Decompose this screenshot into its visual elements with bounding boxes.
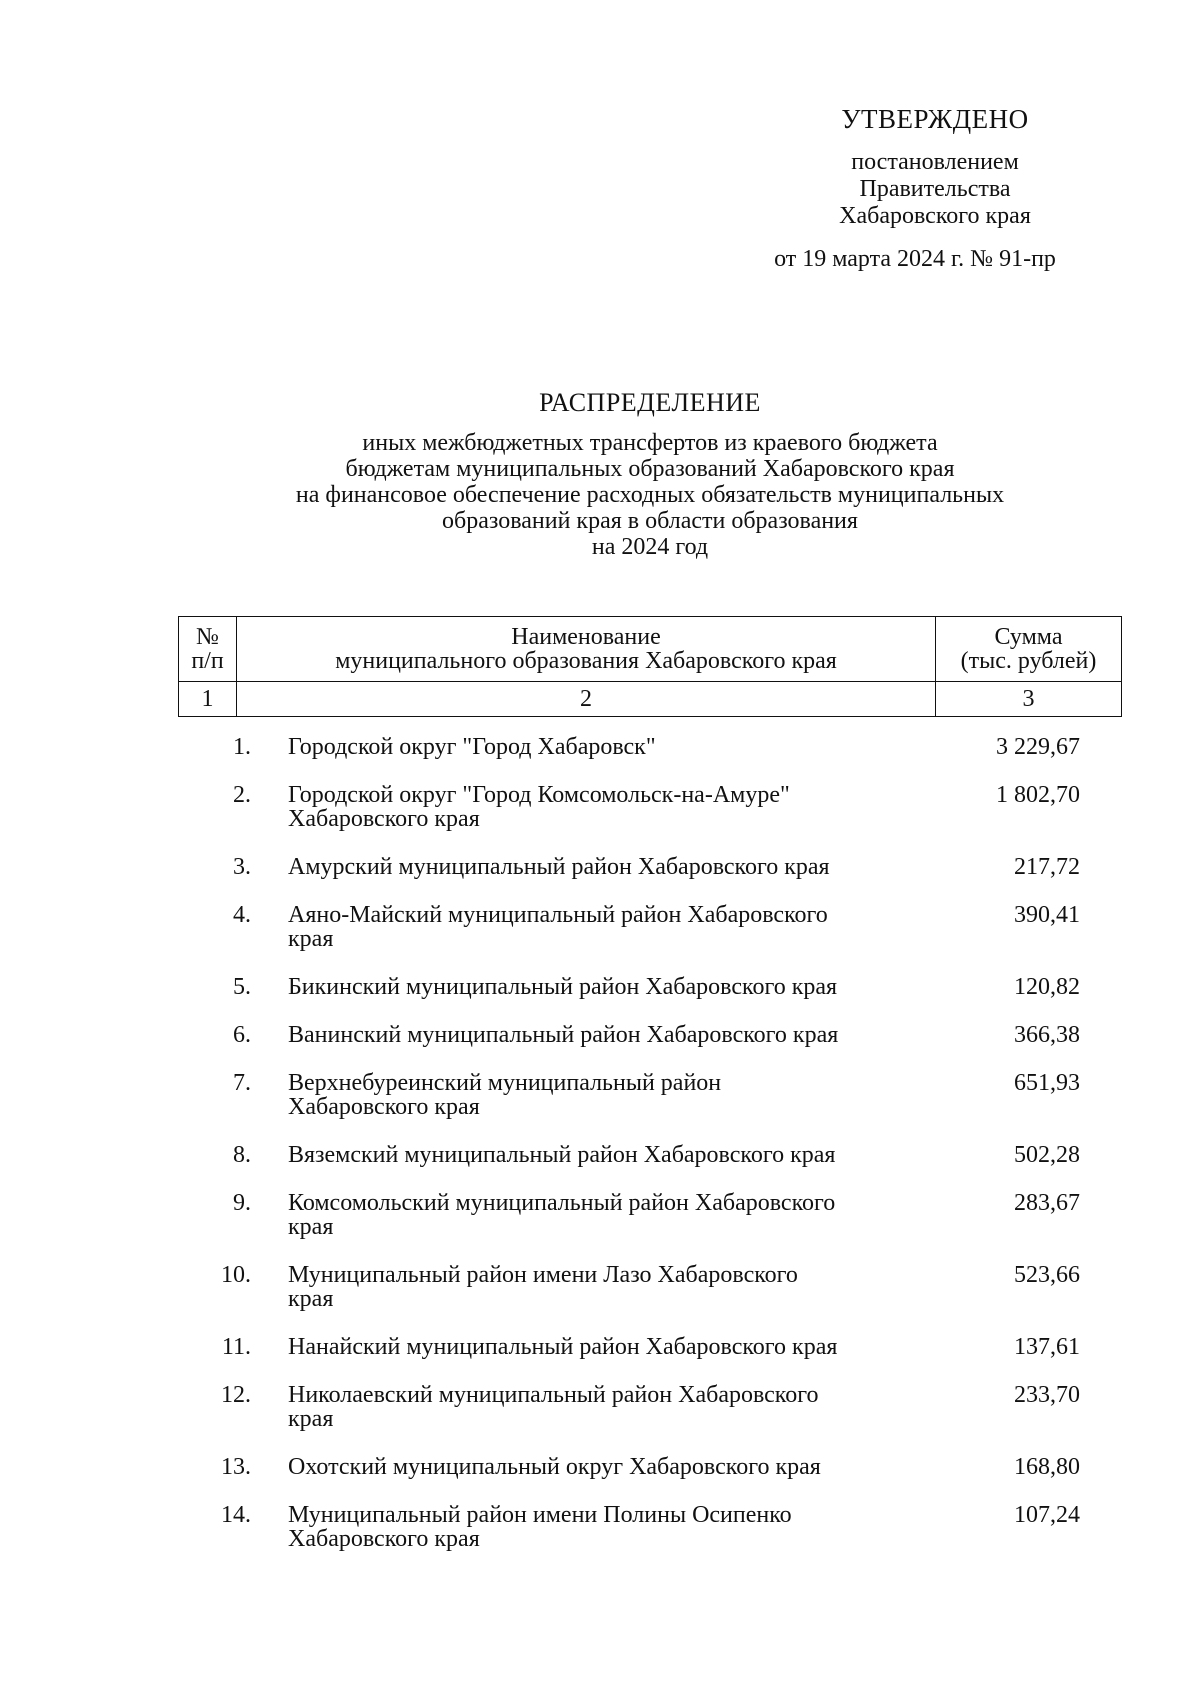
table-row [178,975,1122,999]
row-number: 3. [233,854,251,880]
row-name [288,1455,932,1479]
row-sum: 366,38 [1014,1022,1080,1048]
row-name-line: Верхнебуреинский муниципальный район [288,1070,722,1096]
approval-line: Хабаровского края [839,203,1031,229]
row-name [288,1263,932,1311]
row-name-line: Амурский муниципальный район Хабаровского края [288,854,830,880]
row-sum: 523,66 [1014,1262,1080,1288]
column-number: 3 [936,682,1122,717]
row-name-line: Бикинский муниципальный район Хабаровского края [288,974,838,1000]
title-line: на финансовое обеспечение расходных обязательств муниципальных [295,482,1005,508]
approval-date: от 19 марта 2024 г. № 91-пр [774,246,1056,272]
column-number: 2 [237,682,936,717]
header-sum [936,617,1122,682]
row-name-line: края [288,1214,334,1240]
approval-line: постановлением [851,149,1019,175]
row-name-line: Ванинский муниципальный район Хабаровского края [288,1022,839,1048]
row-sum: 107,24 [1014,1502,1080,1528]
table-row [178,735,1122,759]
table-row [178,1071,1122,1119]
row-name-line: края [288,1286,334,1312]
row-name-line: Нанайский муниципальный район Хабаровского края [288,1334,838,1360]
row-sum: 502,28 [1014,1142,1080,1168]
row-sum: 3 229,67 [996,734,1080,760]
row-number: 6. [233,1022,251,1048]
row-name-line: края [288,1406,334,1432]
approval-line: Правительства [859,176,1011,202]
row-name-line: Николаевский муниципальный район Хабаровского [288,1382,819,1408]
title-line: образований края в области образования [442,508,858,534]
document-title [0,388,1200,560]
row-name [288,1023,932,1047]
header-sum-line: Сумма [994,624,1063,650]
table-row [178,1335,1122,1359]
row-name [288,1191,932,1239]
header-name-line: муниципального образования Хабаровского края [335,648,837,674]
approval-heading: УТВЕРЖДЕНО [841,104,1029,134]
header-sum-line: (тыс. рублей) [960,648,1097,674]
row-name [288,1071,932,1119]
row-number: 11. [221,1334,251,1360]
row-sum: 283,67 [1014,1190,1080,1216]
row-sum: 168,80 [1014,1454,1080,1480]
table-row [178,1263,1122,1311]
title-main: РАСПРЕДЕЛЕНИЕ [539,388,761,417]
row-number: 1. [233,734,251,760]
header-name-line: Наименование [511,624,661,650]
row-sum: 120,82 [1014,974,1080,1000]
row-name-line: Муниципальный район имени Полины Осипенко [288,1502,792,1528]
row-name [288,1503,932,1551]
row-name [288,855,932,879]
row-number: 7. [233,1070,251,1096]
row-number: 13. [221,1454,251,1480]
row-name [288,783,932,831]
header-num-line: п/п [191,648,224,674]
row-number: 12. [221,1382,251,1408]
row-name [288,1335,932,1359]
row-sum: 651,93 [1014,1070,1080,1096]
table-body [178,735,1122,1575]
table-row [178,1455,1122,1479]
row-number: 9. [233,1190,251,1216]
approval-stamp [720,104,1110,273]
row-number: 5. [233,974,251,1000]
table-row [178,1143,1122,1167]
approval-lines [760,149,1110,230]
row-name-line: Охотский муниципальный округ Хабаровского края [288,1454,821,1480]
row-name-line: Аяно-Майский муниципальный район Хабаровского [288,902,828,928]
table-row [178,903,1122,951]
row-number: 4. [233,902,251,928]
row-name [288,903,932,951]
row-name-line: Хабаровского края [288,806,480,832]
row-number: 8. [233,1142,251,1168]
row-number: 14. [221,1502,251,1528]
row-name [288,975,932,999]
table-row [178,855,1122,879]
row-sum: 390,41 [1014,902,1080,928]
header-num [179,617,237,682]
table-row [178,1503,1122,1551]
title-line: бюджетам муниципальных образований Хабаровского края [345,456,955,482]
table-row [178,1023,1122,1047]
title-line: иных межбюджетных трансфертов из краевого бюджета [362,430,938,456]
header-num-line: № [196,624,219,650]
row-name-line: края [288,926,334,952]
row-name-line: Городской округ "Город Комсомольск-на-Амуре" [288,782,790,808]
row-name-line: Хабаровского края [288,1526,480,1552]
table-header [178,616,1122,717]
row-number: 10. [221,1262,251,1288]
row-name-line: Комсомольский муниципальный район Хабаровского [288,1190,836,1216]
table-row [178,1383,1122,1431]
table-row [178,1191,1122,1239]
row-number: 2. [233,782,251,808]
row-name-line: Городской округ "Город Хабаровск" [288,734,656,760]
row-sum: 137,61 [1014,1334,1080,1360]
row-name-line: Муниципальный район имени Лазо Хабаровского [288,1262,798,1288]
row-sum: 1 802,70 [996,782,1080,808]
row-name-line: Вяземский муниципальный район Хабаровского края [288,1142,836,1168]
header-name [237,617,936,682]
row-name [288,1143,932,1167]
title-line: на 2024 год [591,534,709,560]
row-name-line: Хабаровского края [288,1094,480,1120]
row-sum: 217,72 [1014,854,1080,880]
row-name [288,1383,932,1431]
row-sum: 233,70 [1014,1382,1080,1408]
row-name [288,735,932,759]
table-row [178,783,1122,831]
column-number: 1 [179,682,237,717]
